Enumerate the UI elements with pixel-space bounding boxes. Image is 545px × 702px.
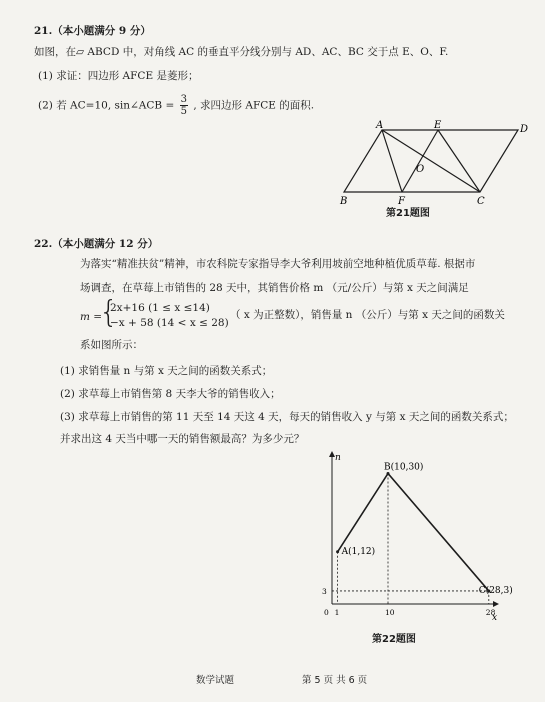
fraction-numerator: 3 bbox=[180, 94, 187, 105]
point-label: A(1,12) bbox=[341, 546, 376, 557]
q21-part1: (1) 求证：四边形 AFCE 是菱形； bbox=[38, 70, 199, 82]
x-tick-label: 0 bbox=[324, 608, 329, 617]
x-tick-label: 1 bbox=[334, 608, 340, 617]
x-tick-label: 10 bbox=[385, 608, 395, 617]
q21-parallelogram-figure bbox=[340, 120, 530, 220]
q22-formula-lhs: m = bbox=[80, 311, 103, 323]
q22-figure-caption: 第22题图 bbox=[372, 634, 416, 645]
q21-stem: 如图，在▱ ABCD 中，对角线 AC 的垂直平分线分别与 AD、AC、BC 交于点 E、O、F. bbox=[34, 46, 449, 58]
q21-part2 bbox=[38, 94, 314, 117]
q21-part2-suffix: , 求四边形 AFCE 的面积. bbox=[193, 99, 315, 112]
label-f: F bbox=[398, 196, 405, 207]
label-e: E bbox=[434, 120, 442, 131]
label-c: C bbox=[477, 196, 485, 207]
q22-line1: 为落实“精准扶贫”精神，市农科院专家指导李大爷利用坡前空地种植优质草莓. 根据市 bbox=[80, 258, 476, 270]
fraction-denominator: 5 bbox=[180, 106, 187, 117]
x-tick-label: 28 bbox=[485, 608, 496, 617]
piecewise-brace: { bbox=[99, 295, 119, 330]
segment-af bbox=[382, 130, 402, 192]
point-label: B(10,30) bbox=[384, 462, 424, 473]
label-b: B bbox=[340, 196, 348, 207]
footer-subject: 数学试题 bbox=[196, 675, 235, 686]
q21-part2-fraction bbox=[180, 94, 188, 117]
q22-line2: 场调查，在草莓上市销售的 28 天中，其销售价格 m （元/公斤）与第 x 天之间满足 bbox=[80, 282, 469, 294]
data-point bbox=[336, 550, 339, 553]
footer-page-number: 第 5 页 共 6 页 bbox=[302, 675, 368, 686]
q22-header: 22.（本小题满分 12 分） bbox=[34, 238, 159, 250]
y-tick-label: 3 bbox=[322, 586, 327, 596]
q22-line-chart bbox=[316, 448, 513, 630]
q22-part3: (3) 求草莓上市销售的第 11 天至 14 天这 4 天，每天的销售收入 y 与第 x 天之间的函数关系式； bbox=[60, 411, 514, 423]
diagonal-ac bbox=[382, 130, 480, 192]
q22-formula-note: （ x 为正整数），销售量 n （公斤）与第 x 天之间的函数关 bbox=[230, 309, 505, 321]
q22-formula-case1: 2x+16 (1 ≤ x ≤14) bbox=[110, 302, 210, 314]
x-axis-label: x bbox=[492, 613, 498, 623]
q21-header: 21.（本小题满分 9 分） bbox=[34, 25, 151, 37]
point-label: C(28,3) bbox=[478, 585, 513, 596]
q21-part2-prefix: (2) 若 AC=10, sin∠ACB = bbox=[38, 99, 175, 112]
perpendicular-bisector-ef bbox=[402, 130, 438, 192]
q21-figure-caption: 第21题图 bbox=[386, 208, 430, 219]
series-line-n bbox=[338, 474, 489, 591]
q22-part3b: 并求出这 4 天当中哪一天的销售额最高？为多少元？ bbox=[60, 433, 305, 445]
label-o: O bbox=[416, 164, 425, 175]
label-d: D bbox=[520, 124, 529, 135]
q22-line4: 系如图所示： bbox=[80, 339, 143, 351]
y-axis-label: n bbox=[335, 453, 341, 463]
label-a: A bbox=[376, 120, 384, 131]
segment-ec bbox=[438, 130, 480, 192]
q22-formula-case2: −x + 58 (14 < x ≤ 28) bbox=[110, 317, 229, 329]
q22-part2: (2) 求草莓上市销售第 8 天李大爷的销售收入； bbox=[60, 388, 281, 400]
q22-part1: (1) 求销售量 n 与第 x 天之间的函数关系式； bbox=[60, 365, 273, 377]
